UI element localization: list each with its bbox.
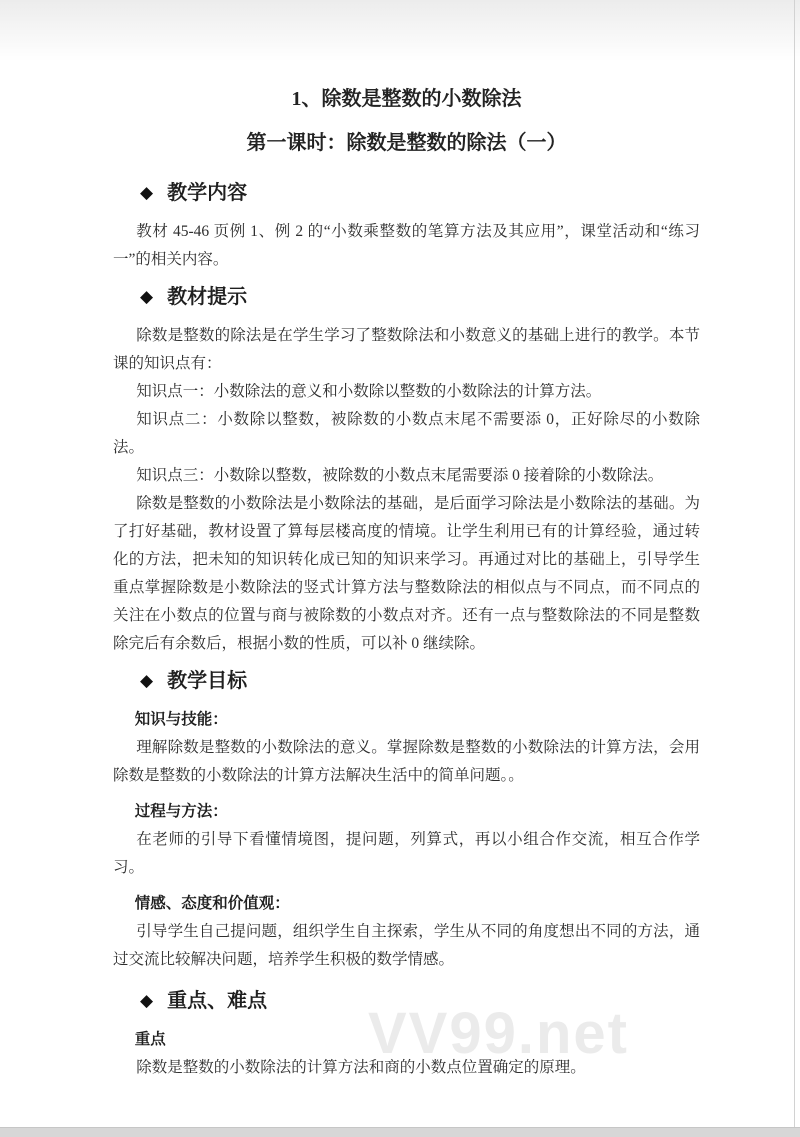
doc-title: 1、除数是整数的小数除法 [291, 88, 522, 110]
paragraph: 除数是整数的除法是在学生学习了整数除法和小数意义的基础上进行的教学。本节课的知识点有： [113, 327, 700, 372]
page-right-border [794, 0, 795, 1137]
paragraph-knowledge-point-3: 知识点三：小数除以整数，被除数的小数点末尾需要添 0 接着除的小数除法。 [136, 467, 664, 484]
paragraph: 引导学生自己提问题，组织学生自主探索，学生从不同的角度想出不同的方法，通过交流比较解决问题，培养学生积极的数学情感。 [113, 923, 700, 968]
section-material-notes [113, 282, 700, 658]
paragraph: 教材 45-46 页例 1、例 2 的“小数乘整数的笔算方法及其应用”，课堂活动和“练习一”的相关内容。 [113, 223, 700, 268]
paragraph-knowledge-point-2: 知识点二：小数除以整数，被除数的小数点末尾不需要添 0，正好除尽的小数除法。 [113, 411, 700, 456]
watermark: VV99.net [368, 1001, 629, 1066]
section-heading-label: 教学内容 [167, 182, 248, 204]
section-teaching-content [113, 178, 700, 274]
section-heading [113, 178, 700, 208]
section-heading [113, 282, 700, 312]
section-heading [113, 986, 700, 1016]
section-heading-label: 教学目标 [167, 670, 248, 692]
sub-label-emotion-values: 情感、态度和价值观： [134, 895, 290, 912]
sub-label-knowledge-skills: 知识与技能： [134, 711, 228, 728]
sub-label-key-point: 重点 [134, 1031, 166, 1048]
paragraph: 在老师的引导下看懂情境图，提问题，列算式，再以小组合作交流，相互合作学习。 [113, 831, 700, 876]
paragraph: 理解除数是整数的小数除法的意义。掌握除数是整数的小数除法的计算方法，会用除数是整数的小数除法的计算方法解决生活中的简单问题。。 [113, 739, 700, 784]
diamond-icon: ◆ [140, 991, 154, 1010]
sub-label-process-methods: 过程与方法： [134, 803, 228, 820]
paragraph-knowledge-point-1: 知识点一：小数除法的意义和小数除以整数的小数除法的计算方法。 [136, 383, 602, 400]
diamond-icon: ◆ [140, 183, 154, 202]
doc-subtitle: 第一课时：除数是整数的除法（一） [246, 132, 567, 154]
diamond-icon: ◆ [140, 287, 154, 306]
section-key-difficult-points [113, 986, 700, 1082]
section-teaching-goals [113, 666, 700, 974]
scan-bottom-edge [0, 1127, 800, 1137]
paragraph: 除数是整数的小数除法的计算方法和商的小数点位置确定的原理。 [136, 1059, 586, 1076]
section-heading-label: 教材提示 [167, 286, 248, 308]
diamond-icon: ◆ [140, 671, 154, 690]
section-heading [113, 666, 700, 696]
paragraph: 除数是整数的小数除法是小数除法的基础，是后面学习除法是小数除法的基础。为了打好基础，教材设置了算每层楼高度的情境。让学生利用已有的计算经验，通过转化的方法，把未知的知识转化成已知的知识来学习。再通过对比的基础上，引导学生重点掌握除数是小数除法的竖式计算方法与整数除法的相似点与不同点，而不同点的关注在小数点的位置与商与被除数的小数点对齐。还有一点与整数除法的不同是整数除完后有余数后，根据小数的性质，可以补 0 继续除。 [113, 495, 700, 652]
section-heading-label: 重点、难点 [167, 990, 268, 1012]
